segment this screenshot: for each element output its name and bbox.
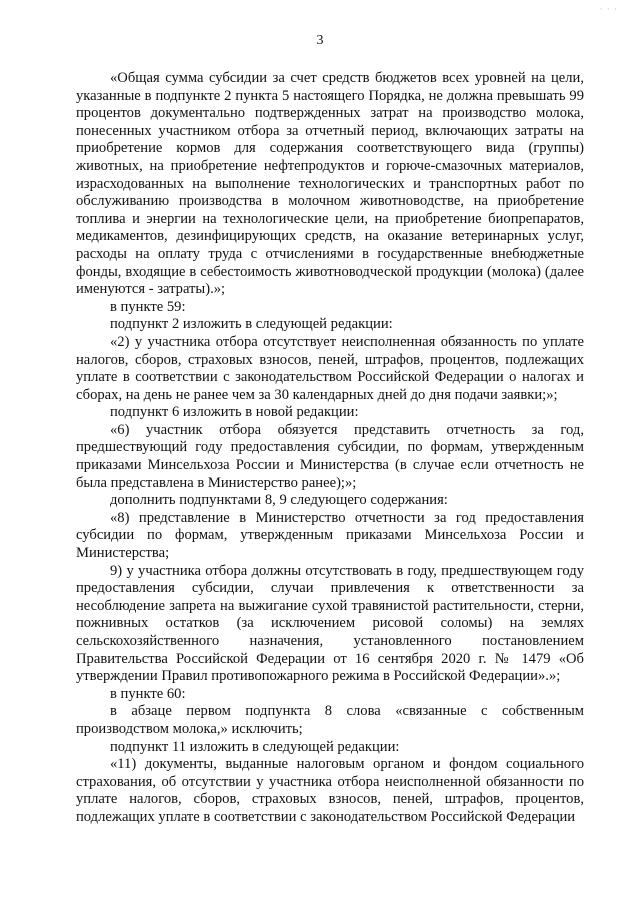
paragraph: «Общая сумма субсидии за счет средств бюджетов всех уровней на цели, указанные в подпункте 2 пункта 5 настоящего Порядка, не должна превышать 99 процентов документально подтвержденных затрат на производство молока, понесенных участником отбора за отчетный период, включающих затраты на приобретение кормов для содержания соответствующего вида (группы) животных, на приобретение нефтепродуктов и горюче-смазочных материалов, израсходованных на выполнение технологических и транспортных работ по обслуживанию производства в молочном животноводстве, на приобретение топлива и энергии на технологические цели, на приобретение биопрепаратов, медикаментов, дезинфицирующих средств, на оказание ветеринарных услуг, расходы на оплату труда с отчислениями в государственные внебюджетные фонды, входящие в себестоимость животноводческой продукции (молока) (далее именуются - затраты).»; bbox=[76, 70, 584, 298]
paragraph: «11) документы, выданные налоговым органом и фондом социального страхования, об отсутствии у участника отбора неисполненной обязанности по уплате налогов, сборов, страховых взносов, пеней, штрафов, процентов, подлежащих уплате в соответствии с законодательством Российской Федерации bbox=[76, 756, 584, 825]
page-number: 3 bbox=[316, 33, 324, 48]
paragraph: подпункт 11 изложить в следующей редакции: bbox=[110, 738, 400, 755]
paragraph: дополнить подпунктами 8, 9 следующего содержания: bbox=[110, 492, 448, 509]
paragraph: «6) участник отбора обязуется представить отчетность за год, предшествующий году предоставления субсидии, по формам, утвержденным приказами Минсельхоза России и Министерства (в случае если отчетность не была представлена в Министерство ранее);»; bbox=[76, 421, 584, 491]
paragraph: «8) представление в Министерство отчетности за год предоставления субсидии по формам, утвержденным приказами Минсельхоза России и Министерства; bbox=[76, 509, 584, 562]
paragraph: 9) у участника отбора должны отсутствовать в году, предшествующем году предоставления субсидии, случаи привлечения к ответственности за несоблюдение запрета на выжигание сухой травянистой растительности, стерни, пожнивных остатков (за исключением рисовой соломы) на землях сельскохозяйственного назначения, установленного постановлением Правительства Российской Федерации от 16 сентября 2020 г. № 1479 «Об утверждении Правил противопожарного режима в Российской Федерации».»; bbox=[76, 562, 584, 685]
paragraph: в пункте 59: bbox=[110, 298, 186, 315]
scan-artifact: · · · bbox=[599, 4, 618, 14]
document-body bbox=[76, 70, 584, 827]
paragraph: в пункте 60: bbox=[110, 685, 186, 702]
paragraph: подпункт 6 изложить в новой редакции: bbox=[110, 404, 359, 421]
paragraph: подпункт 2 изложить в следующей редакции: bbox=[110, 316, 393, 333]
paragraph: в абзаце первом подпункта 8 слова «связанные с собственным производством молока,» исключить; bbox=[76, 703, 584, 737]
paragraph: «2) у участника отбора отсутствует неисполненная обязанность по уплате налогов, сборов, страховых взносов, пеней, штрафов, процентов, подлежащих уплате в соответствии с законодательством Российской Федерации о налогах и сборах, на день не ранее чем за 30 календарных дней до дня подачи заявки;»; bbox=[76, 333, 584, 403]
